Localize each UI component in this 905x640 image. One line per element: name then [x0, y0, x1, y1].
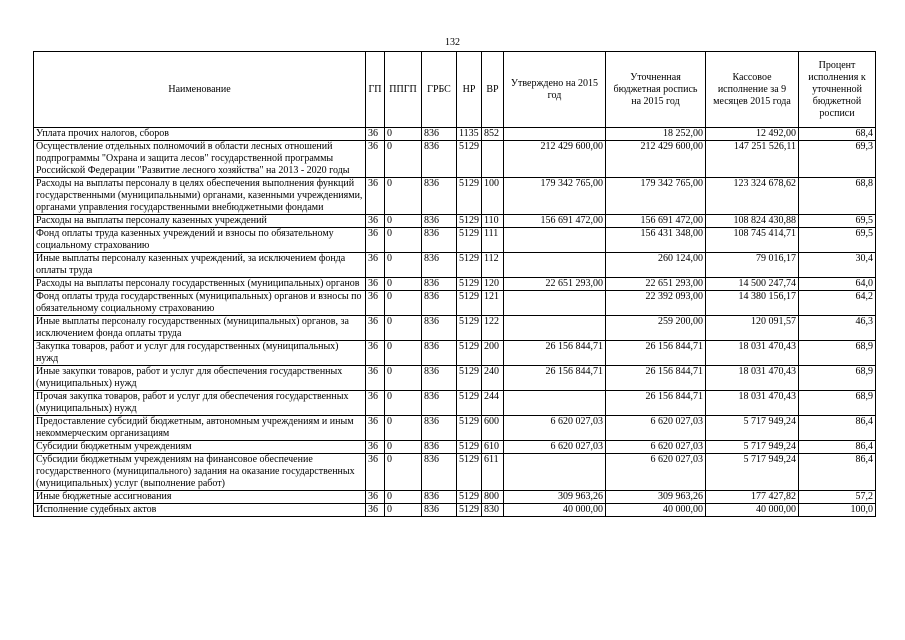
row-revised: 26 156 844,71 [606, 366, 706, 391]
row-ppgp: 0 [385, 316, 422, 341]
row-grbs: 836 [422, 278, 457, 291]
row-gp: 36 [366, 391, 385, 416]
row-vr: 800 [482, 491, 504, 504]
header-ppgp: ППГП [385, 52, 422, 128]
row-cash: 108 745 414,71 [706, 228, 799, 253]
budget-execution-table [33, 51, 876, 517]
row-percent: 86,4 [799, 416, 876, 441]
row-grbs: 836 [422, 253, 457, 278]
row-cash: 18 031 470,43 [706, 391, 799, 416]
row-vr: 111 [482, 228, 504, 253]
row-name: Исполнение судебных актов [34, 504, 366, 517]
table-row [34, 391, 876, 416]
row-percent: 69,5 [799, 215, 876, 228]
row-cash: 79 016,17 [706, 253, 799, 278]
row-grbs: 836 [422, 141, 457, 178]
row-percent: 68,9 [799, 391, 876, 416]
row-nr: 5129 [457, 316, 482, 341]
row-nr: 1135 [457, 128, 482, 141]
row-nr: 5129 [457, 366, 482, 391]
header-vr: ВР [482, 52, 504, 128]
row-percent: 46,3 [799, 316, 876, 341]
row-grbs: 836 [422, 416, 457, 441]
header-percent: Процент исполнения к уточненной бюджетной росписи [799, 52, 876, 128]
row-gp: 36 [366, 454, 385, 491]
row-approved [504, 454, 606, 491]
row-cash: 5 717 949,24 [706, 454, 799, 491]
row-ppgp: 0 [385, 228, 422, 253]
row-gp: 36 [366, 178, 385, 215]
row-ppgp: 0 [385, 341, 422, 366]
row-vr: 200 [482, 341, 504, 366]
row-name: Уплата прочих налогов, сборов [34, 128, 366, 141]
table-row [34, 491, 876, 504]
row-name: Расходы на выплаты персоналу казенных учреждений [34, 215, 366, 228]
row-vr: 611 [482, 454, 504, 491]
row-gp: 36 [366, 253, 385, 278]
row-name: Прочая закупка товаров, работ и услуг для обеспечения государственных (муниципальных) нужд [34, 391, 366, 416]
row-revised: 156 431 348,00 [606, 228, 706, 253]
row-ppgp: 0 [385, 391, 422, 416]
row-grbs: 836 [422, 341, 457, 366]
row-approved [504, 316, 606, 341]
row-grbs: 836 [422, 291, 457, 316]
row-approved [504, 228, 606, 253]
row-percent: 64,2 [799, 291, 876, 316]
row-name: Фонд оплаты труда казенных учреждений и взносы по обязательному социальному страхованию [34, 228, 366, 253]
row-approved [504, 128, 606, 141]
row-ppgp: 0 [385, 291, 422, 316]
row-gp: 36 [366, 128, 385, 141]
row-nr: 5129 [457, 215, 482, 228]
row-percent: 57,2 [799, 491, 876, 504]
row-revised: 22 651 293,00 [606, 278, 706, 291]
row-approved: 156 691 472,00 [504, 215, 606, 228]
row-revised: 6 620 027,03 [606, 416, 706, 441]
row-approved: 179 342 765,00 [504, 178, 606, 215]
row-gp: 36 [366, 316, 385, 341]
table-row [34, 253, 876, 278]
row-grbs: 836 [422, 128, 457, 141]
table-row [34, 128, 876, 141]
row-cash: 14 500 247,74 [706, 278, 799, 291]
row-percent: 68,4 [799, 128, 876, 141]
row-approved: 26 156 844,71 [504, 366, 606, 391]
row-approved: 40 000,00 [504, 504, 606, 517]
row-gp: 36 [366, 228, 385, 253]
row-revised: 212 429 600,00 [606, 141, 706, 178]
row-revised: 6 620 027,03 [606, 454, 706, 491]
row-gp: 36 [366, 441, 385, 454]
row-percent: 69,5 [799, 228, 876, 253]
header-revised: Уточненная бюджетная роспись на 2015 год [606, 52, 706, 128]
row-nr: 5129 [457, 141, 482, 178]
row-grbs: 836 [422, 178, 457, 215]
header-approved: Утверждено на 2015 год [504, 52, 606, 128]
row-revised: 22 392 093,00 [606, 291, 706, 316]
row-nr: 5129 [457, 178, 482, 215]
row-name: Иные выплаты персоналу казенных учреждений, за исключением фонда оплаты труда [34, 253, 366, 278]
row-gp: 36 [366, 278, 385, 291]
table-row [34, 178, 876, 215]
table-row [34, 228, 876, 253]
row-revised: 26 156 844,71 [606, 341, 706, 366]
row-ppgp: 0 [385, 454, 422, 491]
row-vr: 122 [482, 316, 504, 341]
table-row [34, 504, 876, 517]
row-percent: 86,4 [799, 454, 876, 491]
row-gp: 36 [366, 141, 385, 178]
row-grbs: 836 [422, 366, 457, 391]
row-grbs: 836 [422, 491, 457, 504]
row-ppgp: 0 [385, 278, 422, 291]
row-gp: 36 [366, 291, 385, 316]
row-nr: 5129 [457, 491, 482, 504]
row-cash: 18 031 470,43 [706, 341, 799, 366]
row-revised: 179 342 765,00 [606, 178, 706, 215]
row-grbs: 836 [422, 504, 457, 517]
row-revised: 260 124,00 [606, 253, 706, 278]
row-nr: 5129 [457, 278, 482, 291]
row-revised: 40 000,00 [606, 504, 706, 517]
header-cash: Кассовое исполнение за 9 месяцев 2015 года [706, 52, 799, 128]
row-ppgp: 0 [385, 416, 422, 441]
row-nr: 5129 [457, 291, 482, 316]
row-name: Фонд оплаты труда государственных (муниципальных) органов и взносы по обязательному социальному страхованию [34, 291, 366, 316]
row-ppgp: 0 [385, 441, 422, 454]
row-approved: 6 620 027,03 [504, 416, 606, 441]
row-vr: 852 [482, 128, 504, 141]
row-grbs: 836 [422, 215, 457, 228]
row-percent: 68,8 [799, 178, 876, 215]
table-header-row [34, 52, 876, 128]
row-ppgp: 0 [385, 178, 422, 215]
table-row [34, 141, 876, 178]
row-nr: 5129 [457, 441, 482, 454]
row-approved: 212 429 600,00 [504, 141, 606, 178]
header-name: Наименование [34, 52, 366, 128]
row-approved [504, 291, 606, 316]
row-grbs: 836 [422, 316, 457, 341]
row-nr: 5129 [457, 228, 482, 253]
row-grbs: 836 [422, 454, 457, 491]
row-cash: 14 380 156,17 [706, 291, 799, 316]
table-row [34, 416, 876, 441]
row-revised: 18 252,00 [606, 128, 706, 141]
row-percent: 100,0 [799, 504, 876, 517]
row-name: Предоставление субсидий бюджетным, автономным учреждениям и иным некоммерческим организациям [34, 416, 366, 441]
row-revised: 6 620 027,03 [606, 441, 706, 454]
row-vr: 610 [482, 441, 504, 454]
row-cash: 177 427,82 [706, 491, 799, 504]
table-row [34, 215, 876, 228]
row-vr: 110 [482, 215, 504, 228]
row-grbs: 836 [422, 228, 457, 253]
row-cash: 40 000,00 [706, 504, 799, 517]
row-vr: 240 [482, 366, 504, 391]
table-row [34, 291, 876, 316]
row-name: Расходы на выплаты персоналу государственных (муниципальных) органов [34, 278, 366, 291]
row-gp: 36 [366, 341, 385, 366]
row-nr: 5129 [457, 504, 482, 517]
row-cash: 108 824 430,88 [706, 215, 799, 228]
table-row [34, 341, 876, 366]
row-approved [504, 391, 606, 416]
row-nr: 5129 [457, 341, 482, 366]
row-percent: 30,4 [799, 253, 876, 278]
row-ppgp: 0 [385, 215, 422, 228]
row-percent: 86,4 [799, 441, 876, 454]
row-vr: 830 [482, 504, 504, 517]
row-nr: 5129 [457, 253, 482, 278]
row-nr: 5129 [457, 391, 482, 416]
row-revised: 309 963,26 [606, 491, 706, 504]
row-vr: 112 [482, 253, 504, 278]
row-grbs: 836 [422, 391, 457, 416]
row-gp: 36 [366, 416, 385, 441]
row-name: Закупка товаров, работ и услуг для государственных (муниципальных) нужд [34, 341, 366, 366]
page-number: 132 [445, 37, 460, 48]
row-name: Иные выплаты персоналу государственных (муниципальных) органов, за исключением фонда оплаты труда [34, 316, 366, 341]
row-gp: 36 [366, 366, 385, 391]
row-nr: 5129 [457, 454, 482, 491]
row-grbs: 836 [422, 441, 457, 454]
row-ppgp: 0 [385, 491, 422, 504]
row-cash: 5 717 949,24 [706, 441, 799, 454]
row-vr [482, 141, 504, 178]
row-gp: 36 [366, 504, 385, 517]
row-revised: 156 691 472,00 [606, 215, 706, 228]
row-ppgp: 0 [385, 504, 422, 517]
row-ppgp: 0 [385, 253, 422, 278]
row-percent: 68,9 [799, 366, 876, 391]
table-row [34, 366, 876, 391]
table-row [34, 454, 876, 491]
row-name: Расходы на выплаты персоналу в целях обеспечения выполнения функций государственными (муниципальными) органами, казенными учреждениями, органами управления государственными внебюджетными фондами [34, 178, 366, 215]
header-nr: НР [457, 52, 482, 128]
row-approved [504, 253, 606, 278]
row-percent: 68,9 [799, 341, 876, 366]
row-approved: 6 620 027,03 [504, 441, 606, 454]
table-row [34, 316, 876, 341]
row-cash: 147 251 526,11 [706, 141, 799, 178]
table-row [34, 441, 876, 454]
row-percent: 64,0 [799, 278, 876, 291]
row-name: Субсидии бюджетным учреждениям [34, 441, 366, 454]
row-vr: 121 [482, 291, 504, 316]
row-cash: 18 031 470,43 [706, 366, 799, 391]
row-vr: 600 [482, 416, 504, 441]
row-revised: 259 200,00 [606, 316, 706, 341]
row-vr: 120 [482, 278, 504, 291]
row-vr: 244 [482, 391, 504, 416]
header-gp: ГП [366, 52, 385, 128]
row-ppgp: 0 [385, 366, 422, 391]
row-ppgp: 0 [385, 128, 422, 141]
row-name: Иные бюджетные ассигнования [34, 491, 366, 504]
row-name: Иные закупки товаров, работ и услуг для обеспечения государственных (муниципальных) нужд [34, 366, 366, 391]
row-approved: 309 963,26 [504, 491, 606, 504]
row-cash: 120 091,57 [706, 316, 799, 341]
row-ppgp: 0 [385, 141, 422, 178]
row-approved: 22 651 293,00 [504, 278, 606, 291]
row-name: Субсидии бюджетным учреждениям на финансовое обеспечение государственного (муниципального) задания на оказание государственных (муниципальных) услуг (выполнение работ) [34, 454, 366, 491]
row-approved: 26 156 844,71 [504, 341, 606, 366]
row-cash: 5 717 949,24 [706, 416, 799, 441]
table-row [34, 278, 876, 291]
row-vr: 100 [482, 178, 504, 215]
header-grbs: ГРБС [422, 52, 457, 128]
row-cash: 12 492,00 [706, 128, 799, 141]
row-name: Осуществление отдельных полномочий в области лесных отношений подпрограммы "Охрана и защита лесов" государственной программы Российской Федерации "Развитие лесного хозяйства" на 2013 - 2020 годы [34, 141, 366, 178]
row-cash: 123 324 678,62 [706, 178, 799, 215]
row-gp: 36 [366, 491, 385, 504]
row-revised: 26 156 844,71 [606, 391, 706, 416]
row-percent: 69,3 [799, 141, 876, 178]
row-gp: 36 [366, 215, 385, 228]
row-nr: 5129 [457, 416, 482, 441]
